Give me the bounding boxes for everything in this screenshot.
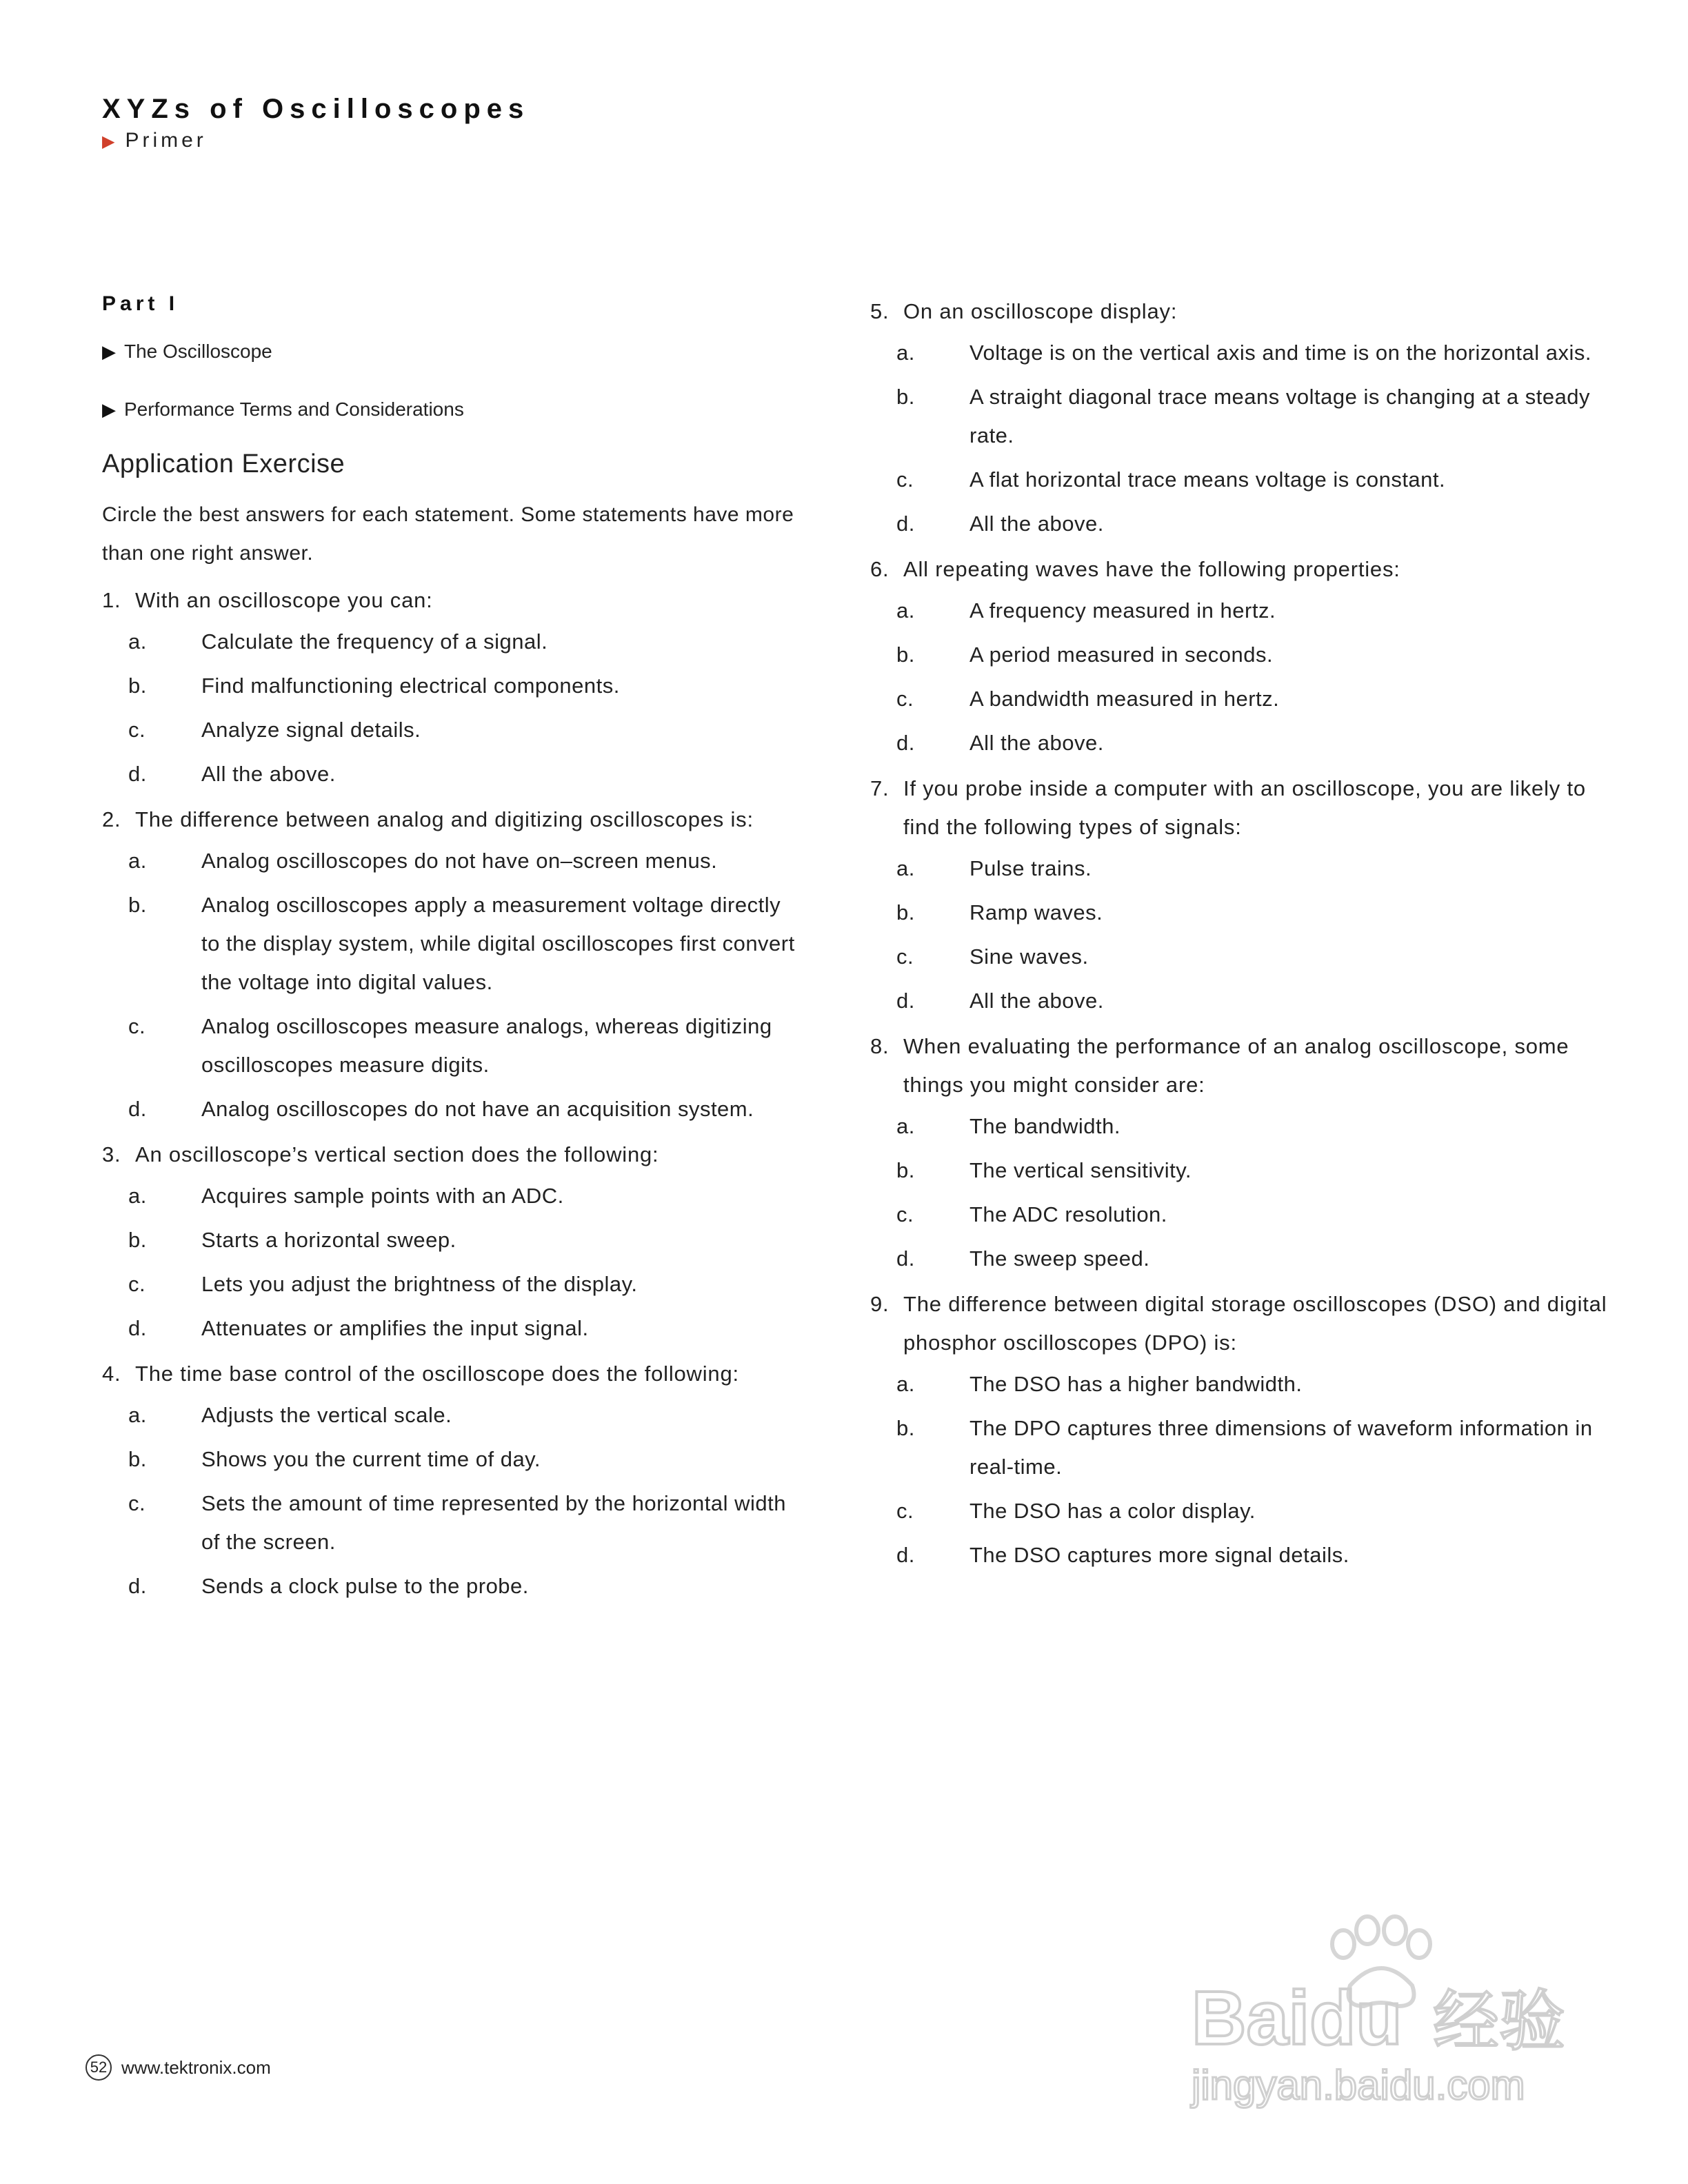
answer-option <box>870 1107 1608 1146</box>
answer-option <box>102 1265 805 1304</box>
answer-option <box>102 623 805 661</box>
answer-letter: b. <box>128 1228 147 1252</box>
answer-text: The DSO has a color display. <box>969 1499 1256 1523</box>
answer-option <box>102 886 805 1002</box>
question-item <box>102 581 805 793</box>
question-stem <box>870 1027 1608 1104</box>
question-number: 9. <box>870 1292 890 1316</box>
answer-letter: c. <box>896 944 914 969</box>
toc-item-label: Performance Terms and Considerations <box>124 398 464 420</box>
baidu-jingyan-watermark <box>1185 1903 1585 2110</box>
answer-letter: d. <box>896 1246 915 1271</box>
answer-text: The vertical sensitivity. <box>969 1158 1192 1182</box>
toc-item-performance-terms <box>102 398 805 421</box>
questions-list-right <box>870 292 1608 1575</box>
question-number: 8. <box>870 1034 890 1058</box>
answer-option <box>870 636 1608 674</box>
answer-letter: a. <box>896 341 915 365</box>
right-column <box>870 292 1608 1581</box>
question-stem <box>102 1135 805 1174</box>
question-item <box>870 769 1608 1020</box>
answer-option <box>102 755 805 793</box>
question-item <box>870 1285 1608 1575</box>
answer-letter: d. <box>896 989 915 1013</box>
question-stem <box>870 1285 1608 1362</box>
part-heading: Part I <box>102 292 179 315</box>
answer-letter: c. <box>128 1491 146 1515</box>
answer-text: All the above. <box>969 731 1104 755</box>
answer-option <box>102 711 805 749</box>
answer-option <box>102 1309 805 1348</box>
document-header <box>102 94 530 152</box>
answer-letter: b. <box>128 1447 147 1471</box>
answer-option <box>870 592 1608 630</box>
answer-text: Voltage is on the vertical axis and time is on the horizontal axis. <box>969 341 1591 365</box>
answer-text: Lets you adjust the brightness of the display. <box>201 1272 638 1296</box>
question-number: 5. <box>870 299 890 323</box>
answer-letter: c. <box>128 1272 146 1296</box>
question-item <box>870 292 1608 543</box>
question-stem <box>102 581 805 620</box>
question-number: 3. <box>102 1142 121 1166</box>
question-item <box>102 800 805 1129</box>
watermark-brand: Baidu <box>1192 1976 1403 2061</box>
answer-letter: a. <box>128 629 147 654</box>
footer-url: www.tektronix.com <box>121 2056 271 2078</box>
answer-text: Find malfunctioning electrical components. <box>201 674 620 698</box>
answer-text: A frequency measured in hertz. <box>969 598 1276 623</box>
question-item <box>870 550 1608 762</box>
answer-option <box>870 680 1608 718</box>
question-item <box>102 1355 805 1606</box>
answer-option <box>870 334 1608 372</box>
answer-letter: b. <box>128 674 147 698</box>
answer-text: The DSO captures more signal details. <box>969 1543 1349 1567</box>
answer-letter: d. <box>896 512 915 536</box>
answer-option <box>870 982 1608 1020</box>
answer-option <box>102 667 805 705</box>
answer-text: Ramp waves. <box>969 900 1103 924</box>
page-footer <box>86 2054 271 2081</box>
answer-option <box>870 849 1608 888</box>
answer-text: Sine waves. <box>969 944 1089 969</box>
watermark-brand-cn: 经验 <box>1433 1983 1565 2060</box>
question-text: If you probe inside a computer with an oscilloscope, you are likely to find the following types of signals: <box>903 776 1586 839</box>
answer-text: All the above. <box>969 989 1104 1013</box>
subtitle-text: Primer <box>125 129 207 152</box>
answer-letter: b. <box>128 893 147 917</box>
question-stem <box>870 769 1608 847</box>
answer-letter: a. <box>896 1114 915 1138</box>
answer-text: The DPO captures three dimensions of waveform information in real-time. <box>969 1416 1593 1479</box>
answer-text: Analyze signal details. <box>201 718 421 742</box>
red-arrow-icon: ▶ <box>102 132 119 151</box>
answer-option <box>870 893 1608 932</box>
question-stem <box>102 800 805 839</box>
answer-option <box>870 1365 1608 1404</box>
answer-option <box>102 1007 805 1084</box>
answer-text: Acquires sample points with an ADC. <box>201 1184 564 1208</box>
answer-letter: c. <box>896 467 914 492</box>
section-title: Application Exercise <box>102 449 345 478</box>
answer-text: Adjusts the vertical scale. <box>201 1403 452 1427</box>
left-column <box>102 292 805 1612</box>
answer-option <box>870 461 1608 499</box>
question-text: All repeating waves have the following properties: <box>903 557 1400 581</box>
answer-option <box>102 1396 805 1435</box>
answer-letter: d. <box>128 762 147 786</box>
question-text: On an oscilloscope display: <box>903 299 1178 323</box>
answer-letter: b. <box>896 900 915 924</box>
answer-letter: a. <box>128 849 147 873</box>
answer-option <box>102 1484 805 1561</box>
answer-option <box>102 1567 805 1606</box>
answer-option <box>870 1409 1608 1486</box>
question-number: 6. <box>870 557 890 581</box>
answer-option <box>102 1221 805 1260</box>
answer-letter: d. <box>128 1574 147 1598</box>
answer-option <box>870 938 1608 976</box>
answer-letter: c. <box>896 687 914 711</box>
answer-option <box>870 378 1608 455</box>
answer-text: Starts a horizontal sweep. <box>201 1228 456 1252</box>
question-number: 4. <box>102 1362 121 1386</box>
answer-option <box>102 1177 805 1215</box>
instructions: Circle the best answers for each statement. Some statements have more than one right answer. <box>102 503 794 565</box>
answer-text: Sets the amount of time represented by the horizontal width of the screen. <box>201 1491 787 1554</box>
answer-letter: d. <box>128 1316 147 1340</box>
question-stem <box>870 550 1608 589</box>
toc-item-oscilloscope <box>102 341 805 363</box>
question-number: 7. <box>870 776 890 800</box>
answer-text: Shows you the current time of day. <box>201 1447 541 1471</box>
answer-text: The sweep speed. <box>969 1246 1150 1271</box>
answer-option <box>870 1492 1608 1530</box>
question-text: The difference between analog and digitizing oscilloscopes is: <box>135 807 754 831</box>
answer-text: Sends a clock pulse to the probe. <box>201 1574 529 1598</box>
answer-text: A bandwidth measured in hertz. <box>969 687 1280 711</box>
answer-option <box>102 1440 805 1479</box>
answer-text: Analog oscilloscopes apply a measurement voltage directly to the display system, while digital oscilloscopes first convert the voltage into digital values. <box>201 893 795 994</box>
answer-option <box>870 724 1608 762</box>
answer-option <box>870 1240 1608 1278</box>
questions-list-left <box>102 581 805 1606</box>
answer-letter: c. <box>896 1499 914 1523</box>
answer-option <box>102 842 805 880</box>
answer-option <box>870 1195 1608 1234</box>
question-number: 2. <box>102 807 121 831</box>
answer-letter: b. <box>896 1158 915 1182</box>
answer-letter: b. <box>896 385 915 409</box>
answer-text: The bandwidth. <box>969 1114 1121 1138</box>
answer-option <box>870 1151 1608 1190</box>
answer-letter: c. <box>128 718 146 742</box>
answer-letter: c. <box>128 1014 146 1038</box>
question-text: The difference between digital storage oscilloscopes (DSO) and digital phosphor oscilloscopes (DPO) is: <box>903 1292 1607 1355</box>
answer-letter: b. <box>896 1416 915 1440</box>
question-text: With an oscilloscope you can: <box>135 588 433 612</box>
answer-letter: c. <box>896 1202 914 1226</box>
question-text: An oscilloscope’s vertical section does the following: <box>135 1142 659 1166</box>
answer-text: A straight diagonal trace means voltage is changing at a steady rate. <box>969 385 1591 447</box>
triangle-bullet-icon: ▶ <box>102 399 116 420</box>
toc-item-label: The Oscilloscope <box>124 341 272 362</box>
answer-text: Analog oscilloscopes do not have an acquisition system. <box>201 1097 754 1121</box>
answer-letter: a. <box>128 1184 147 1208</box>
answer-text: Analog oscilloscopes measure analogs, whereas digitizing oscilloscopes measure digits. <box>201 1014 772 1077</box>
triangle-bullet-icon: ▶ <box>102 341 116 362</box>
answer-option <box>870 1536 1608 1575</box>
question-text: The time base control of the oscilloscope does the following: <box>135 1362 739 1386</box>
answer-text: A flat horizontal trace means voltage is constant. <box>969 467 1446 492</box>
answer-text: A period measured in seconds. <box>969 643 1274 667</box>
answer-text: All the above. <box>969 512 1104 536</box>
document-subtitle <box>102 129 530 152</box>
answer-letter: d. <box>128 1097 147 1121</box>
question-item <box>870 1027 1608 1278</box>
answer-text: Calculate the frequency of a signal. <box>201 629 548 654</box>
answer-letter: a. <box>896 1372 915 1396</box>
question-stem <box>870 292 1608 331</box>
watermark-url: jingyan.baidu.com <box>1192 2062 1525 2108</box>
document-title: XYZs of Oscilloscopes <box>102 94 530 124</box>
answer-option <box>870 505 1608 543</box>
answer-text: Analog oscilloscopes do not have on–screen menus. <box>201 849 718 873</box>
answer-letter: a. <box>896 856 915 880</box>
question-stem <box>102 1355 805 1393</box>
answer-text: Attenuates or amplifies the input signal. <box>201 1316 589 1340</box>
answer-text: The ADC resolution. <box>969 1202 1167 1226</box>
question-text: When evaluating the performance of an analog oscilloscope, some things you might consider are: <box>903 1034 1569 1097</box>
answer-text: The DSO has a higher bandwidth. <box>969 1372 1303 1396</box>
answer-text: All the above. <box>201 762 336 786</box>
answer-letter: b. <box>896 643 915 667</box>
question-item <box>102 1135 805 1348</box>
question-number: 1. <box>102 588 121 612</box>
answer-letter: d. <box>896 731 915 755</box>
answer-letter: a. <box>128 1403 147 1427</box>
answer-letter: d. <box>896 1543 915 1567</box>
answer-option <box>102 1090 805 1129</box>
answer-letter: a. <box>896 598 915 623</box>
answer-text: Pulse trains. <box>969 856 1092 880</box>
page-number-badge: 52 <box>86 2054 112 2081</box>
